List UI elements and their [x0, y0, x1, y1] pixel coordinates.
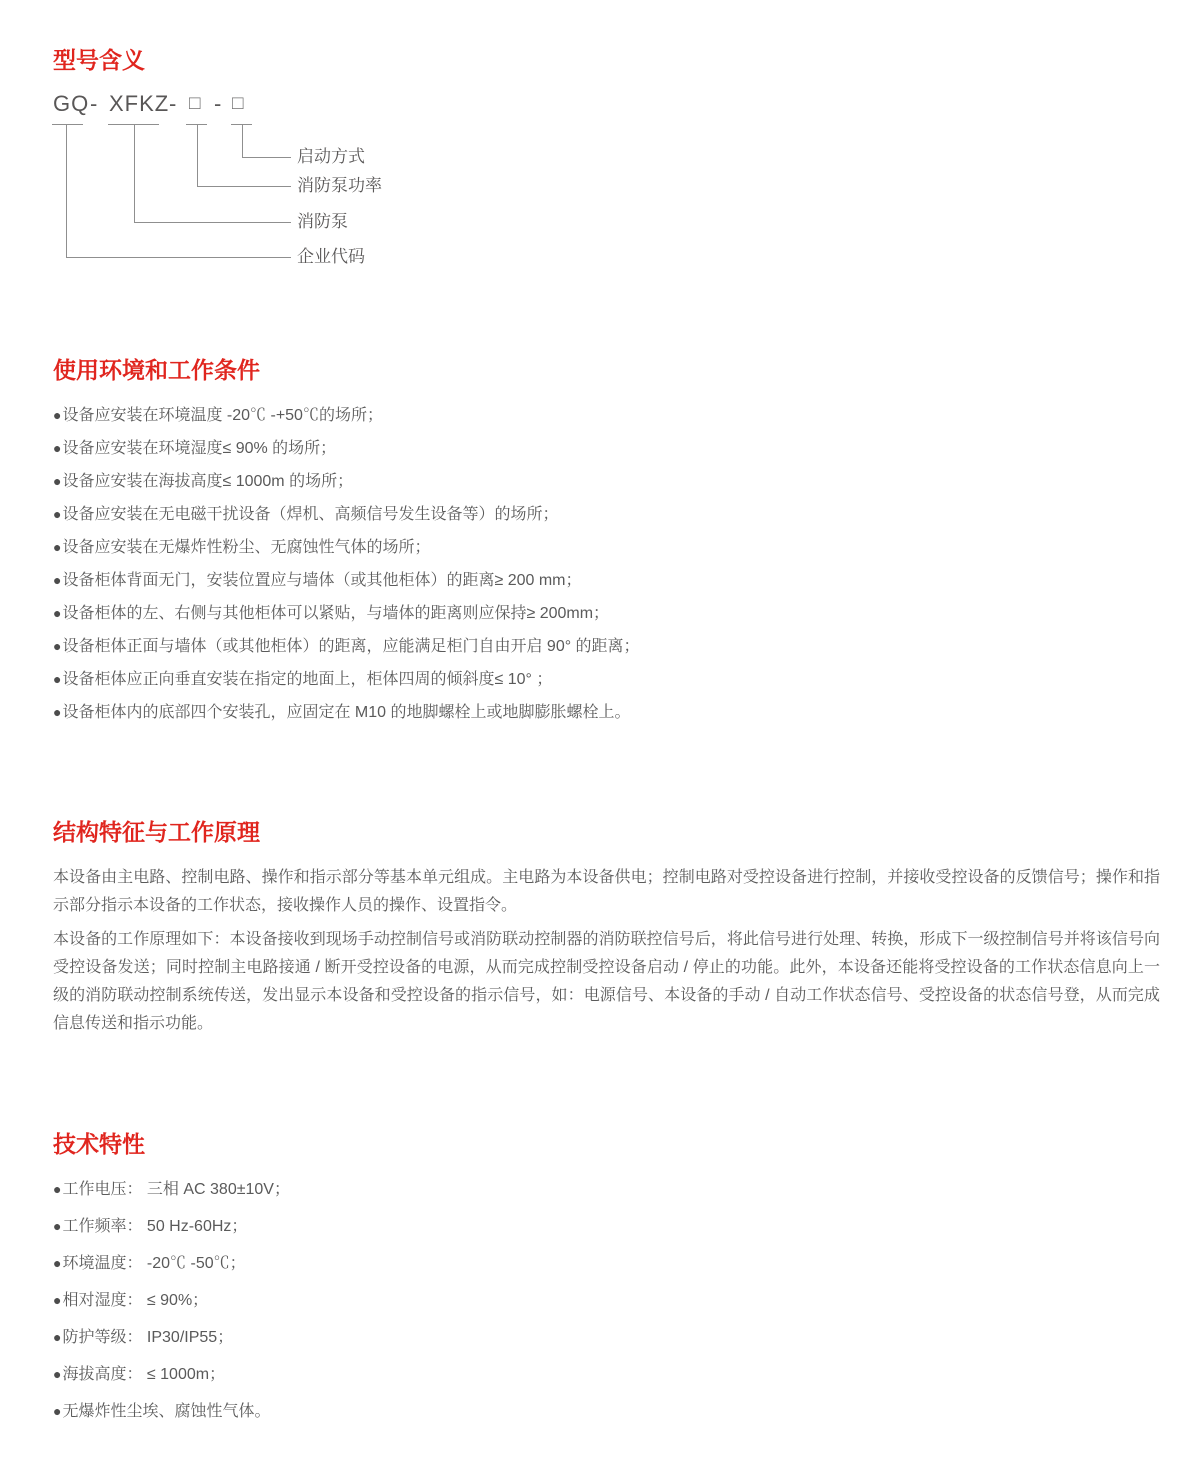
list-item-text: 设备柜体内的底部四个安装孔，应固定在 M10 的地脚螺栓上或地脚膨胀螺栓上。 [62, 704, 631, 721]
bullet-icon: ● [53, 506, 62, 522]
tech-title: 技术特性 [53, 1131, 145, 1157]
model-code-segment-company: GQ [53, 91, 90, 116]
list-item [53, 406, 1160, 425]
model-code-separator: - [214, 91, 222, 116]
list-item-text: 设备应安装在环境温度 -20℃ -+50℃的场所； [62, 407, 383, 424]
model-code-separator: - [90, 91, 98, 116]
bullet-icon: ● [53, 1181, 62, 1197]
list-item [53, 1254, 1160, 1273]
bullet-icon: ● [53, 1366, 62, 1382]
environment-title: 使用环境和工作条件 [53, 357, 260, 383]
list-item-text: 设备柜体正面与墙体（或其他柜体）的距离，应能满足柜门自由开启 90° 的距离； [62, 638, 640, 655]
list-item [53, 1328, 1160, 1347]
list-item [53, 1180, 1160, 1199]
list-item-text: 工作频率： 50 Hz-60Hz； [62, 1218, 248, 1235]
bullet-icon: ● [53, 704, 62, 720]
bullet-icon: ● [53, 473, 62, 489]
list-item-text: 环境温度： -20℃ -50℃； [62, 1255, 246, 1272]
bullet-icon: ● [53, 605, 62, 621]
bullet-icon: ● [53, 440, 62, 456]
structure-paragraph: 本设备的工作原理如下：本设备接收到现场手动控制信号或消防联动控制器的消防联控信号后，将此信号进行处理、转换，形成下一级控制信号并将该信号向受控设备发送；同时控制主电路接通 / 断开受控设备的电源，从而完成控制受控设备启动 / 停止的功能。此外，本设备还能将受控设备的工作状态信息向上一级的消防联动控制系统传送，发出显示本设备和受控设备的指示信号，如：电源信号、本设备的手动 / 自动工作状态信号、受控设备的状态信号登，从而完成信息传送和指示功能。 [53, 931, 1160, 1032]
list-item [53, 1291, 1160, 1310]
model-code-diagram [53, 92, 1160, 282]
bullet-icon: ● [53, 638, 62, 654]
bullet-icon: ● [53, 1292, 62, 1308]
placeholder-box: □ [232, 93, 245, 114]
list-item-text: 防护等级： IP30/IP55； [62, 1329, 234, 1346]
model-code-label-start-mode: 启动方式 [297, 147, 365, 166]
list-item-text: 设备应安装在环境湿度≤ 90% 的场所； [62, 440, 337, 457]
list-item-text: 设备柜体应正向垂直安装在指定的地面上，柜体四周的倾斜度≤ 10° ； [62, 671, 553, 688]
structure-title: 结构特征与工作原理 [53, 819, 260, 845]
list-item [53, 1217, 1160, 1236]
list-item [53, 472, 1160, 491]
list-item [53, 1402, 1160, 1421]
list-item [53, 571, 1160, 590]
model-code-label-company-code: 企业代码 [297, 247, 365, 266]
bullet-icon: ● [53, 1403, 62, 1419]
list-item-text: 设备柜体背面无门，安装位置应与墙体（或其他柜体）的距离≥ 200 mm； [62, 572, 582, 589]
list-item-text: 设备柜体的左、右侧与其他柜体可以紧贴，与墙体的距离则应保持≥ 200mm； [62, 605, 610, 622]
list-item [53, 1365, 1160, 1384]
list-item-text: 设备应安装在无电磁干扰设备（焊机、高频信号发生设备等）的场所； [62, 506, 559, 523]
list-item [53, 637, 1160, 656]
list-item [53, 604, 1160, 623]
list-item-text: 无爆炸性尘埃、腐蚀性气体。 [62, 1403, 271, 1420]
structure-paragraph: 本设备由主电路、控制电路、操作和指示部分等基本单元组成。主电路为本设备供电；控制电路对受控设备进行控制，并接收受控设备的反馈信号；操作和指示部分指示本设备的工作状态，接收操作人员的操作、设置指令。 [53, 869, 1160, 914]
list-item [53, 703, 1160, 722]
bullet-icon: ● [53, 572, 62, 588]
connector-line [66, 124, 291, 258]
bullet-icon: ● [53, 1218, 62, 1234]
model-meaning-title: 型号含义 [53, 47, 145, 73]
model-code-separator: - [169, 91, 177, 116]
list-item-text: 相对湿度： ≤ 90%； [62, 1292, 209, 1309]
environment-list [53, 406, 1160, 722]
list-item [53, 439, 1160, 458]
bullet-icon: ● [53, 407, 62, 423]
placeholder-box: □ [189, 93, 202, 114]
bullet-icon: ● [53, 671, 62, 687]
list-item-text: 海拔高度： ≤ 1000m； [62, 1366, 226, 1383]
model-code-label-pump-power: 消防泵功率 [297, 176, 382, 195]
list-item-text: 设备应安装在无爆炸性粉尘、无腐蚀性气体的场所； [62, 539, 431, 556]
bullet-icon: ● [53, 539, 62, 555]
bullet-icon: ● [53, 1329, 62, 1345]
model-code-segment-pump: XFKZ [109, 91, 170, 116]
list-item-text: 工作电压： 三相 AC 380±10V； [62, 1181, 290, 1198]
tech-list [53, 1180, 1160, 1421]
model-code-label-fire-pump: 消防泵 [297, 212, 348, 231]
list-item-text: 设备应安装在海拔高度≤ 1000m 的场所； [62, 473, 354, 490]
bullet-icon: ● [53, 1255, 62, 1271]
list-item [53, 670, 1160, 689]
list-item [53, 505, 1160, 524]
list-item [53, 538, 1160, 557]
